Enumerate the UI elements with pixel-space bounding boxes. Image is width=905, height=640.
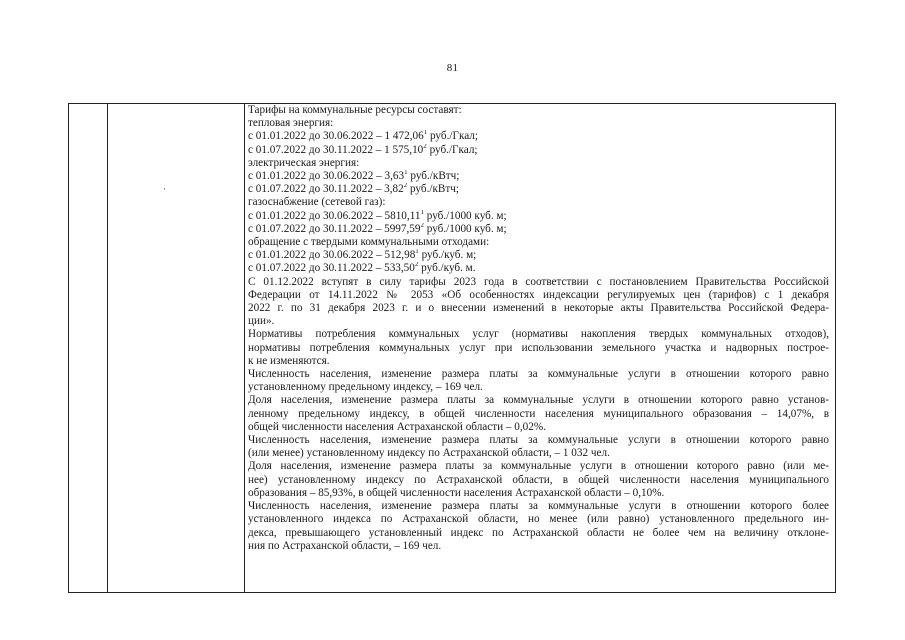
stray-mark: · bbox=[163, 184, 166, 194]
text-line: образования – 85,93%, в общей численности населения Астраханской области – 0,10%. bbox=[248, 486, 665, 499]
text-line: к не изменяются. bbox=[248, 354, 330, 367]
paragraph-population-regional bbox=[248, 434, 829, 460]
tariff-row: с 01.01.2022 до 30.06.2022 – 512,98$^1$ руб./куб. м; bbox=[248, 249, 477, 262]
page-number: 81 bbox=[446, 62, 459, 74]
text-line: общей численности населения Астраханской области – 0,02%. bbox=[248, 420, 546, 433]
text-line: Доля населения, изменение размера платы за коммунальные услуги в отношении которого равно (или ме- bbox=[248, 460, 829, 473]
tariffs-title: Тарифы на коммунальные ресурсы составят: bbox=[248, 104, 462, 116]
paragraph-share-regional bbox=[248, 460, 829, 500]
text-line: Доля населения, изменение размера платы за коммунальные услуги в отношении которого равно установ- bbox=[248, 394, 829, 407]
text-line: декса, превышающего установленный индекс по Астраханской области не более чем на величину отклоне- bbox=[248, 526, 829, 539]
text-line: Численность населения, изменение размера платы за коммунальные услуги в отношении которого равно bbox=[248, 434, 829, 447]
text-line: нормативы потребления коммунальных услуг при использовании земельного участка и надворных построе- bbox=[248, 341, 829, 354]
text-line: Нормативы потребления коммунальных услуг (нормативы накопления твердых коммунальных отходов), bbox=[248, 328, 829, 341]
text-line: (или менее) установленному индексу по Астраханской области, – 1 032 чел. bbox=[248, 447, 610, 460]
table-column-divider bbox=[244, 104, 245, 592]
tariff-group-electricity: электрическая энергия: bbox=[248, 156, 360, 169]
paragraph-share-limit bbox=[248, 394, 829, 434]
text-line: 2022 г. по 31 декабря 2023 г. и о внесении изменений в некоторые акты Правительства Российской Федера- bbox=[248, 302, 829, 315]
text-line: установленному предельному индексу, – 169 чел. bbox=[248, 381, 483, 394]
tariff-group-heat: тепловая энергия: bbox=[248, 117, 334, 130]
text-line: ния по Астраханской области, – 169 чел. bbox=[248, 539, 442, 552]
text-line: Федерации от 14.11.2022 № 2053 «Об особенностях индексации регулируемых цен (тарифов) с 1 декабря bbox=[248, 288, 829, 301]
text-line: С 01.12.2022 вступят в силу тарифы 2023 года в соответствии с постановлением Правительства Российской bbox=[248, 275, 829, 288]
table-column-divider bbox=[107, 104, 108, 592]
tariff-row: с 01.07.2022 до 30.11.2022 – 5997,59$^2$ руб./1000 куб. м; bbox=[248, 222, 507, 235]
tariff-row: с 01.07.2022 до 30.11.2022 – 533,50$^2$ руб./куб. м. bbox=[248, 262, 476, 275]
document-table bbox=[68, 103, 836, 593]
text-line: установленного индекса по Астраханской области, но менее (или равно) установленного предельного ин- bbox=[248, 513, 829, 526]
text-line: ции». bbox=[248, 315, 275, 328]
table-content-cell bbox=[248, 104, 829, 553]
tariff-row: с 01.07.2022 до 30.11.2022 – 3,82$^2$ руб./кВтч; bbox=[248, 183, 459, 196]
paragraph-norms bbox=[248, 328, 829, 368]
paragraph-population-limit bbox=[248, 368, 829, 394]
text-line: Численность населения, изменение размера платы за коммунальные услуги в отношении которого равно bbox=[248, 368, 829, 381]
tariff-group-gas: газоснабжение (сетевой газ): bbox=[248, 196, 386, 209]
paragraph-tariffs-2023 bbox=[248, 276, 829, 329]
text-line: Численность населения, изменение размера платы за коммунальные услуги в отношении которого более bbox=[248, 500, 829, 513]
tariff-row: с 01.01.2022 до 30.06.2022 – 3,63$^1$ руб./кВтч; bbox=[248, 170, 460, 183]
paragraph-population-above bbox=[248, 500, 829, 553]
text-line: нее) установленному индексу по Астраханской области, в общей численности населения муниципального bbox=[248, 473, 829, 486]
tariff-row: с 01.01.2022 до 30.06.2022 – 5810,11$^1$ руб./1000 куб. м; bbox=[248, 209, 507, 222]
tariff-row: с 01.01.2022 до 30.06.2022 – 1 472,06$^1$ руб./Гкал; bbox=[248, 130, 478, 143]
tariff-group-waste: обращение с твердыми коммунальными отходами: bbox=[248, 236, 490, 249]
tariff-row: с 01.07.2022 до 30.11.2022 – 1 575,10$^2$ руб./Гкал; bbox=[248, 143, 478, 156]
text-line: ленному предельному индексу, в общей численности населения муниципального образования – 14,07%, в bbox=[248, 407, 829, 420]
